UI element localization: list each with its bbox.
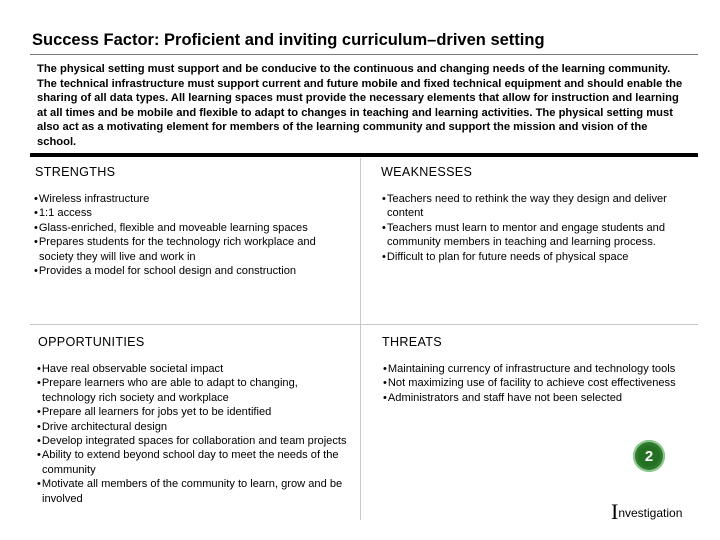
list-item: • Difficult to plan for future needs of physical space	[379, 250, 679, 264]
list-item: • Maintaining currency of infrastructure and technology tools	[380, 362, 680, 376]
weaknesses-heading: WEAKNESSES	[381, 165, 473, 179]
threats-heading: THREATS	[382, 335, 442, 349]
list-item: • Prepare learners who are able to adapt to changing, technology rich society and workplace	[34, 376, 354, 405]
list-item: • Teachers need to rethink the way they design and deliver content	[379, 192, 679, 221]
weaknesses-quadrant	[379, 164, 679, 264]
title-divider	[30, 54, 698, 55]
footer-rest: nvestigation	[618, 506, 683, 520]
list-item: • Not maximizing use of facility to achieve cost effectiveness	[380, 376, 680, 390]
list-item: • Glass-enriched, flexible and moveable learning spaces	[31, 221, 353, 235]
footer-initial: I	[611, 499, 619, 524]
page-title: Success Factor: Proficient and inviting curriculum–driven setting	[32, 31, 545, 49]
strengths-list	[31, 192, 353, 278]
section-divider	[30, 153, 698, 157]
step-number-badge	[633, 440, 665, 472]
list-item: • Wireless infrastructure	[31, 192, 353, 206]
list-item: • Have real observable societal impact	[34, 362, 354, 376]
list-item: • Drive architectural design	[34, 420, 354, 434]
list-item: • 1:1 access	[31, 206, 353, 220]
strengths-heading: STRENGTHS	[35, 165, 116, 179]
opportunities-list	[34, 362, 354, 506]
step-number: 2	[638, 445, 660, 467]
weaknesses-list	[379, 192, 679, 264]
list-item: • Prepares students for the technology rich workplace and society they will live and work in	[31, 235, 353, 264]
list-item: • Ability to extend beyond school day to meet the needs of the community	[34, 448, 354, 477]
opportunities-quadrant	[34, 334, 354, 506]
opportunities-heading: OPPORTUNITIES	[38, 335, 145, 349]
list-item: • Develop integrated spaces for collaboration and team projects	[34, 434, 354, 448]
grid-vertical-divider	[360, 158, 361, 520]
footer-label	[611, 500, 682, 525]
threats-quadrant	[380, 334, 680, 405]
intro-paragraph: The physical setting must support and be conducive to the continuous and changing needs of the learning community. The technical infrastructure must support current and future mobile and fixed technical equipment and should enable the sharing of all data types. All learning spaces must provide the necessary elements that allow for instruction and learning at all times and be mobile and flexible to adapt to changes in teaching and learning activities. The physical setting must also act as a motivating element for members of the learning community and support the mission and vision of the school.	[37, 63, 683, 148]
grid-horizontal-divider	[30, 324, 698, 325]
list-item: • Teachers must learn to mentor and engage students and community members in teaching and learning process.	[379, 221, 679, 250]
list-item: • Provides a model for school design and construction	[31, 264, 353, 278]
strengths-quadrant	[31, 164, 353, 278]
list-item: • Motivate all members of the community to learn, grow and be involved	[34, 477, 354, 506]
list-item: • Administrators and staff have not been selected	[380, 391, 680, 405]
list-item: • Prepare all learners for jobs yet to be identified	[34, 405, 354, 419]
threats-list	[380, 362, 680, 405]
